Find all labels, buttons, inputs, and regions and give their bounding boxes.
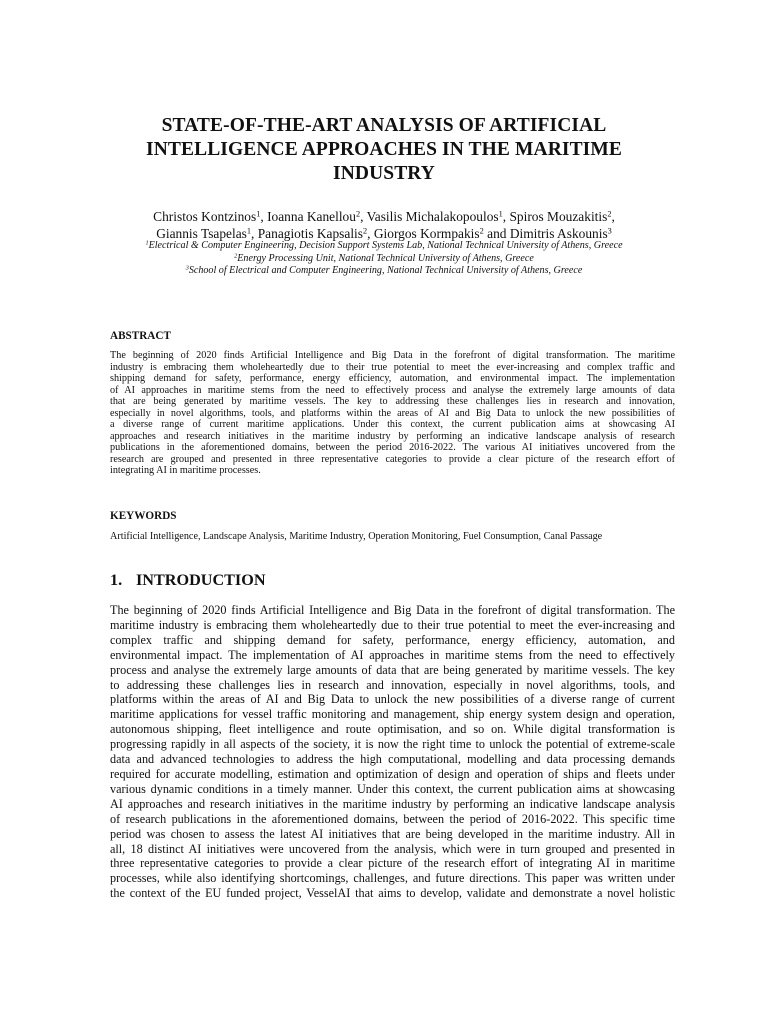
body-line: processes, while also identifying shortcomings, challenges, and future directions. This paper was written under	[110, 871, 675, 886]
author-separator: ,	[502, 209, 510, 224]
affiliation-mark: 2	[234, 252, 238, 260]
author-separator: ,	[367, 226, 374, 241]
abstract-body	[110, 350, 675, 477]
introduction-body	[110, 603, 675, 901]
author-name: Spiros Mouzakitis	[509, 209, 608, 224]
introduction-heading	[110, 571, 266, 590]
abstract-line: approaches and research initiatives in the maritime industry by performing an indicative landscape analysis of research	[110, 430, 675, 442]
abstract-line: research are grouped and presented in three representative categories to provide a clear picture of the research effort of	[110, 453, 675, 465]
section-title: INTRODUCTION	[136, 571, 266, 589]
abstract-line: of AI approaches in maritime stems from the need to effectively process and analyse the extremely large amounts of data	[110, 384, 675, 396]
affiliation-text: Electrical & Computer Engineering, Decision Support Systems Lab, National Technical University of Athens, Greece	[148, 240, 623, 251]
body-line: autonomous shipping, fleet intelligence and route optimisation, and so on. While digital transformation is	[110, 722, 675, 737]
body-line: complex traffic and shipping demand for safety, performance, energy efficiency, automation, and	[110, 632, 675, 647]
keywords-list: Artificial Intelligence, Landscape Analysis, Maritime Industry, Operation Monitoring, Fuel Consumption, Canal Passage	[110, 531, 603, 542]
author-separator: and	[483, 226, 510, 241]
affiliation-text: Energy Processing Unit, National Technical University of Athens, Greece	[237, 252, 534, 264]
affiliation-mark: 1	[145, 239, 149, 247]
author-name: Dimitris Askounis	[509, 226, 608, 241]
body-line: three representative categories to provide a clear picture of the research effort of integrating AI in maritime	[110, 856, 675, 871]
author-affiliation-mark: 1	[256, 209, 261, 219]
body-line: AI approaches and research initiatives in the maritime industry by performing an indicative landscape analysis	[110, 796, 675, 811]
abstract-line: a diverse range of current maritime applications. Under this context, the current publication aims at showcasing AI	[110, 419, 675, 430]
body-line: to addressing these challenges lies in research and innovation, especially in novel algorithms, tools, and	[110, 677, 675, 692]
keywords-heading: KEYWORDS	[110, 510, 177, 522]
author-line	[60, 208, 708, 225]
body-line: data and advanced technologies to address the high computational, modelling and data processing demands	[110, 752, 675, 767]
author-affiliation-mark: 3	[607, 226, 612, 236]
affiliation-list	[40, 240, 728, 278]
body-line: environmental impact. The implementation of AI approaches in maritime stems from the need to effectively	[110, 647, 675, 662]
body-line: process and analyse the extremely large amounts of data that are being generated by maritime vessels. The key	[110, 662, 675, 677]
body-line: maritime applications for vessel traffic monitoring and management, ship energy system design and operation,	[110, 707, 675, 722]
author-affiliation-mark: 2	[355, 209, 361, 219]
body-line: maritime industry is embracing them wholeheartedly due to their true potential to meet the ever-increasing and	[110, 617, 675, 632]
author-affiliation-mark: 2	[607, 209, 612, 219]
author-name: Giannis Tsapelas	[156, 226, 247, 241]
title-line: STATE-OF-THE-ART ANALYSIS OF ARTIFICIAL	[161, 115, 607, 136]
body-line: The beginning of 2020 finds Artificial Intelligence and Big Data in the forefront of digital transformation. The	[110, 603, 675, 617]
abstract-line: integrating AI in maritime processes.	[110, 465, 261, 476]
body-line: platforms within the areas of AI and Big Data to unlock the new possibilities of a diverse range of current	[110, 692, 675, 707]
body-line: the context of the EU funded project, VesselAI that aims to develop, validate and demonstrate a novel holistic	[110, 886, 675, 901]
author-separator: ,	[360, 209, 367, 224]
paper-title	[90, 114, 678, 186]
affiliation-text: School of Electrical and Computer Engineering, National Technical University of Athens, Greece	[188, 265, 583, 277]
abstract-line: especially in novel algorithms, tools, and platforms within the areas of AI and Big Data to unlock the new possibilities of	[110, 407, 675, 419]
body-line: all, 18 distinct AI initiatives were uncovered from the analysis, which were in turn grouped and presented in	[110, 841, 675, 856]
author-affiliation-mark: 2	[479, 226, 484, 236]
affiliation-mark: 3	[185, 264, 189, 272]
author-list	[60, 208, 708, 242]
author-separator: ,	[251, 226, 258, 241]
abstract-line: shipping demand for safety, performance, energy efficiency, automation, and environmental impact. The implementation	[110, 373, 675, 384]
author-name: Panagiotis Kapsalis	[257, 226, 363, 241]
author-name: Ioanna Kanellou	[267, 209, 356, 224]
body-line: progressing rapidly in all aspects of the society, it is now the right time to unlock the potential of extreme-scale	[110, 737, 675, 752]
title-line: INDUSTRY	[333, 163, 435, 184]
author-separator: ,	[260, 209, 268, 224]
author-name: Giorgos Kormpakis	[373, 226, 480, 241]
abstract-line: industry is embracing them wholeheartedly due to their true potential to meet the ever-increasing and complex traffic and	[110, 361, 675, 373]
body-line: various dynamic conditions in a timely manner. Under this context, the current publication aims at showcasing	[110, 781, 675, 796]
author-affiliation-mark: 1	[246, 226, 252, 236]
title-line: INTELLIGENCE APPROACHES IN THE MARITIME	[146, 139, 622, 160]
section-number: 1.	[110, 571, 123, 589]
author-affiliation-mark: 1	[498, 209, 503, 219]
abstract-line: The beginning of 2020 finds Artificial Intelligence and Big Data in the forefront of digital transformation. The maritime	[110, 350, 675, 361]
author-separator: ,	[611, 209, 615, 224]
affiliation	[40, 265, 728, 278]
author-name: Vasilis Michalakopoulos	[366, 209, 499, 224]
abstract-heading: ABSTRACT	[110, 330, 171, 342]
affiliation	[40, 253, 728, 266]
body-line: required for accurate modelling, estimation and optimization of design and operation of ships and fleets under	[110, 766, 675, 781]
affiliation	[40, 240, 728, 253]
author-affiliation-mark: 2	[363, 226, 368, 236]
body-line: of research publications in the aforementioned domains, between the period of 2016-2022. This specific time	[110, 811, 675, 826]
abstract-line: that are being generated by maritime vessels. The key to addressing these challenges lies in research and innovation,	[110, 396, 675, 407]
body-line: period was chosen to assess the latest AI initiatives that are being developed in the maritime industry. All in	[110, 826, 675, 841]
author-name: Christos Kontzinos	[153, 209, 257, 224]
abstract-line: publications in the aforementioned domains, between the period 2016-2022. The various AI initiatives uncovered from the	[110, 442, 675, 453]
